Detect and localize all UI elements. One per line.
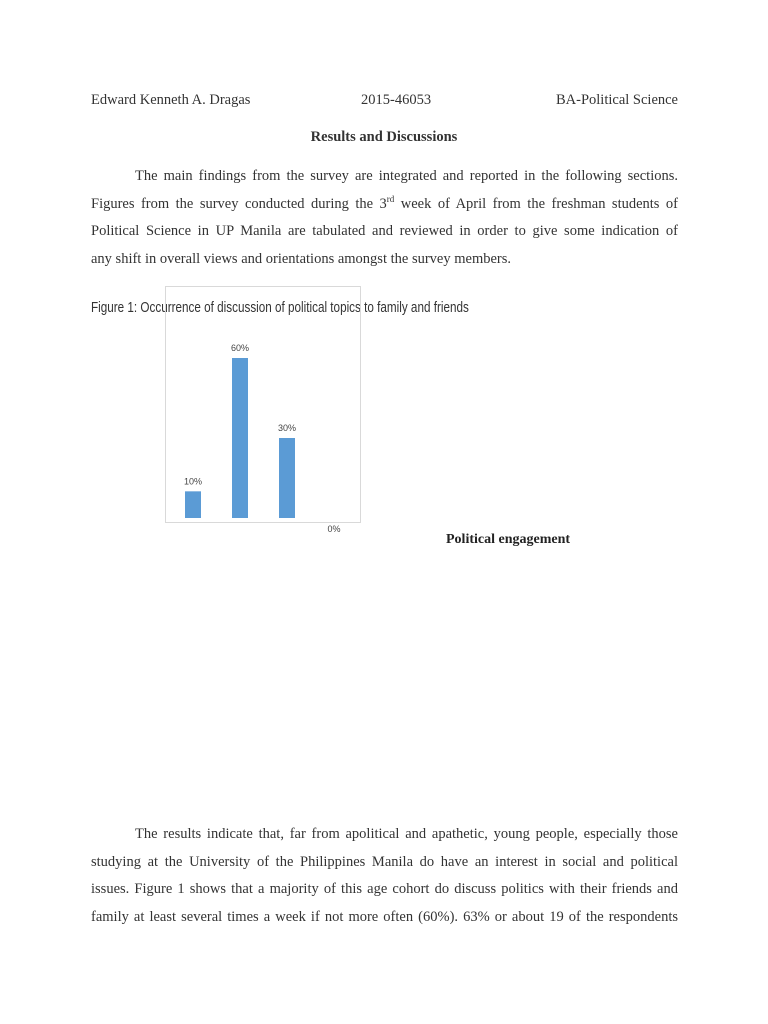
student-id: 2015-46053 [361,92,432,108]
data-label-3: 0% [327,524,341,534]
program-name: BA-Political Science [555,92,678,108]
paragraph-line: issues. Figure 1 shows that a majority of this age cohort do discuss politics with their friends and [91,881,678,897]
figure-title: Figure 1: Occurrence of discussion of political topics to family and friends [91,299,469,316]
paragraph-line: The results indicate that, far from apolitical and apathetic, young people, especially those [135,826,678,842]
paragraph-line: studying at the University of the Philippines Manila do have an interest in social and political [91,853,678,870]
superscript: rd [386,193,395,204]
paragraph-results [91,821,678,931]
data-label-2: 30% [277,423,297,433]
text-fragment: Figures from the survey conducted during the 3 [91,195,387,212]
author-name: Edward Kenneth A. Dragas [91,92,251,108]
paragraph-line: The main findings from the survey are integrated and reported in the following sections. [135,168,678,184]
section-title: Results and Discussions [310,129,458,145]
paragraph-line: family at least several times a week if not more often (60%). 63% or about 19 of the respondents [91,908,678,925]
chart-frame [166,287,361,523]
text-fragment: week of April from the freshman students of [394,195,679,212]
bar-0 [185,491,201,518]
paragraph-line: any shift in overall views and orientations amongst the survey members. [91,250,512,267]
bar-group [184,343,341,534]
bar-2 [279,438,295,518]
bar-1 [232,358,248,518]
paragraph-line: Political Science in UP Manila are tabulated and reviewed in order to give some indication of [91,223,678,239]
data-label-0: 10% [183,476,203,487]
data-label-1: 60% [230,343,250,353]
chart-section-label: Political engagement [446,532,571,547]
